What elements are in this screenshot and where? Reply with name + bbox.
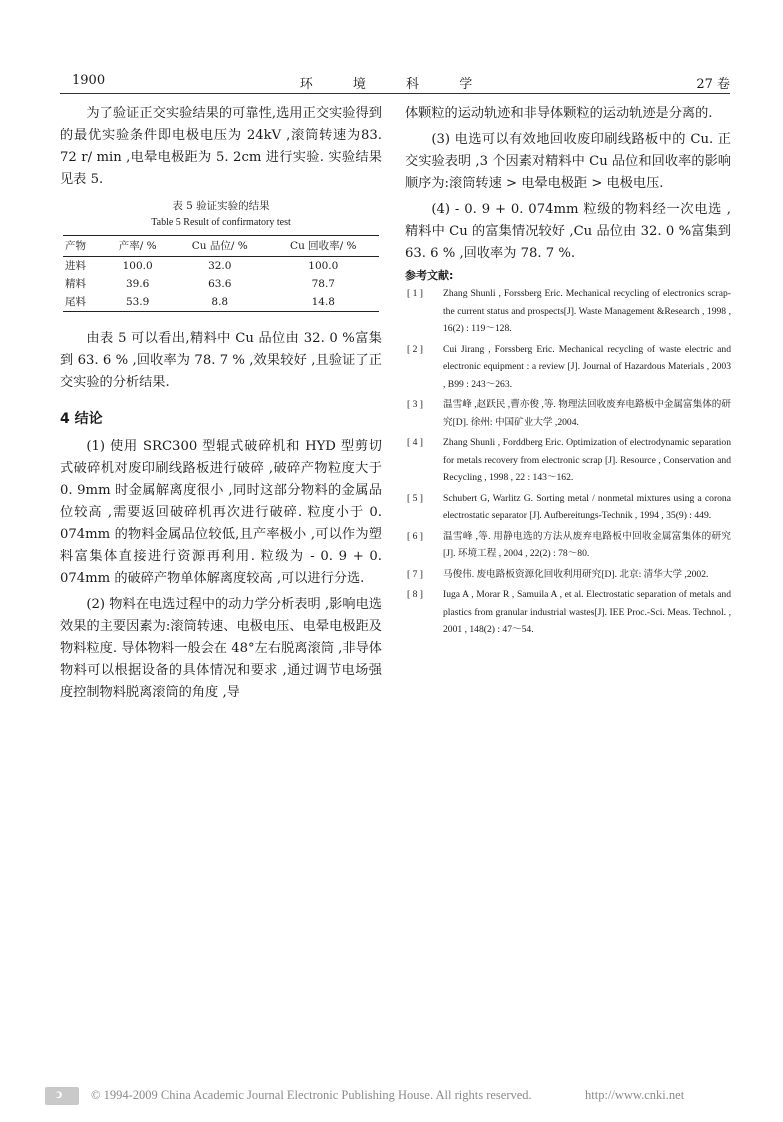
reference-item bbox=[405, 490, 731, 525]
section-title: 4 结论 bbox=[60, 411, 103, 427]
table-header-row bbox=[63, 236, 379, 257]
table-row bbox=[63, 293, 379, 312]
reference-item bbox=[405, 396, 731, 431]
volume-label: 27 卷 bbox=[696, 77, 730, 92]
reference-number: [ 7 ] bbox=[407, 568, 423, 580]
table-cell: 精料 bbox=[65, 278, 86, 290]
conclusion-1: (1) 使用 SRC300 型辊式破碎机和 HYD 型剪切式破碎机对废印刷线路板进行破碎 ,破碎产物粒度大于 0. 9mm 时金属解离度很小 ,同时这部分物料的金属品位较高 ,需要返回破碎机再次进行破碎. 粒度小于 0. 074mm 的物料金属品位较低,且产率极小 ,可以作为塑料富集体直接进行资源再利用. 粒级为 - 0. 9 + 0. 074mm 的破碎产物单体解离度较高 ,可以进行分选. bbox=[60, 439, 382, 586]
reference-text: Cui Jirang , Forssberg Eric. Mechanical recycling of waste electric and electronic equipment : a review [J]. Journal of Hazardous Materials , 2003 , B99 : 243～263. bbox=[443, 343, 731, 390]
verification-paragraph: 为了验证正交实验结果的可靠性,选用正交实验得到的最优实验条件即电极电压为 24kV ,滚筒转速为83. 72 r/ min ,电晕电极距为 5. 2cm 进行实验. 实验结果见表 5. bbox=[60, 106, 382, 187]
reference-text: 温雪峰 ,等. 用静电选的方法从废弃电路板中回收金属富集体的研究[J]. 环境工程 , 2004 , 22(2) : 78～80. bbox=[443, 530, 731, 559]
reference-number: [ 1 ] bbox=[407, 288, 423, 299]
journal-name: 环 境 科 学 bbox=[299, 77, 491, 92]
running-header bbox=[60, 73, 730, 94]
table-cell: 100.0 bbox=[308, 260, 339, 272]
reference-item bbox=[405, 341, 731, 394]
reference-number: [ 5 ] bbox=[407, 492, 423, 504]
left-column bbox=[60, 103, 382, 704]
publisher-logo-icon: ↄ bbox=[45, 1087, 79, 1105]
table-caption-en: Table 5 Result of confirmatory test bbox=[151, 217, 291, 228]
table-cell: 32.0 bbox=[208, 260, 232, 272]
conclusion-3: (3) 电选可以有效地回收废印刷线路板中的 Cu. 正交实验表明 ,3 个因素对精料中 Cu 品位和回收率的影响顺序为:滚筒转速 > 电晕电极距 > 电极电压. bbox=[405, 132, 731, 191]
table-header-cell: 产率/ % bbox=[103, 236, 172, 257]
results-table bbox=[63, 235, 379, 312]
reference-text: Zhang Shunli , Forssberg Eric. Mechanical recycling of electronics scrap-the current status and prospects[J]. Waste Management &Research , 1998 , 16(2) : 119～128. bbox=[443, 288, 731, 334]
table-cell: 尾料 bbox=[63, 293, 103, 312]
reference-text: Schubert G, Warlitz G. Sorting metal / nonmetal mixtures using a corona electrostatic separator [J]. Aufbereitungs-Technik , 1994 , 35(9) : 449. bbox=[443, 492, 731, 521]
table-cell: 53.9 bbox=[103, 293, 172, 312]
table-header-cell: 产物 bbox=[63, 236, 103, 257]
reference-text: 马俊伟. 废电路板资源化回收利用研究[D]. 北京: 清华大学 ,2002. bbox=[443, 568, 709, 580]
page-number: 1900 bbox=[72, 73, 106, 88]
conclusion-4: (4) - 0. 9 + 0. 074mm 粒级的物料经一次电选 ,精料中 Cu 的富集情况较好 ,Cu 品位由 32. 0 %富集到 63. 6 % ,回收率为 78. 7 %. bbox=[405, 202, 731, 261]
publisher-url[interactable]: http://www.cnki.net bbox=[585, 1088, 685, 1102]
table-row bbox=[63, 257, 379, 276]
table-cell: 进料 bbox=[65, 260, 86, 272]
table-cell: 78.7 bbox=[311, 278, 335, 290]
right-column bbox=[405, 103, 731, 642]
reference-item bbox=[405, 566, 731, 584]
reference-item bbox=[405, 528, 731, 563]
table-cell: 63.6 bbox=[208, 278, 232, 290]
reference-number: [ 3 ] bbox=[407, 399, 423, 410]
reference-number: [ 2 ] bbox=[407, 343, 423, 355]
table-caption-cn: 表 5 验证实验的结果 bbox=[172, 200, 270, 212]
references-title: 参考文献: bbox=[405, 269, 454, 282]
table-cell: 14.8 bbox=[268, 293, 379, 312]
reference-item bbox=[405, 285, 731, 338]
reference-text: 温雪峰 ,赵跃民 ,曹亦俊 ,等. 物理法回收废弃电路板中金属富集体的研究[D]. 徐州: 中国矿业大学 ,2004. bbox=[443, 399, 731, 428]
table-analysis-paragraph: 由表 5 可以看出,精料中 Cu 品位由 32. 0 %富集到 63. 6 % ,回收率为 78. 7 % ,效果较好 ,且验证了正交实验的分析结果. bbox=[60, 331, 382, 390]
reference-text: Iuga A , Morar R , Samuila A , et al. Electrostatic separation of metals and plastics from granular industrial wastes[J]. IEE Proc.-Sci. Meas. Technol. , 2001 , 148(2) : 47～54. bbox=[443, 589, 731, 635]
copyright-notice: © 1994-2009 China Academic Journal Electronic Publishing House. All rights reserved. bbox=[91, 1088, 532, 1102]
reference-item bbox=[405, 434, 731, 487]
footer bbox=[45, 1087, 745, 1107]
table-cell: 8.8 bbox=[172, 293, 268, 312]
table-cell: 100.0 bbox=[122, 260, 153, 272]
table-header-cell: Cu 回收率/ % bbox=[268, 236, 379, 257]
reference-number: [ 6 ] bbox=[407, 530, 423, 542]
conclusion-2-continued: 体颗粒的运动轨迹和非导体颗粒的运动轨迹是分离的. bbox=[405, 106, 713, 121]
reference-number: [ 8 ] bbox=[407, 589, 423, 600]
conclusion-2: (2) 物料在电选过程中的动力学分析表明 ,影响电选效果的主要因素为:滚筒转速、电极电压、电晕电极距及物料粒度. 导体物料一般会在 48°左右脱离滚筒 ,非导体物料可以根据设备的具体情况和要求 ,通过调节电场强度控制物料脱离滚筒的角度 ,导 bbox=[60, 597, 382, 700]
reference-item bbox=[405, 586, 731, 639]
reference-number: [ 4 ] bbox=[407, 437, 423, 448]
reference-list bbox=[405, 285, 731, 639]
reference-text: Zhang Shunli , Forddberg Eric. Optimization of electrodynamic separation for metals recovery from electronic scrap [J]. Resource , Conservation and Recycling , 1998 , 22 : 143～162. bbox=[443, 437, 731, 483]
table-row bbox=[63, 275, 379, 293]
table-cell: 39.6 bbox=[125, 278, 150, 290]
table-header-cell: Cu 品位/ % bbox=[172, 236, 268, 257]
